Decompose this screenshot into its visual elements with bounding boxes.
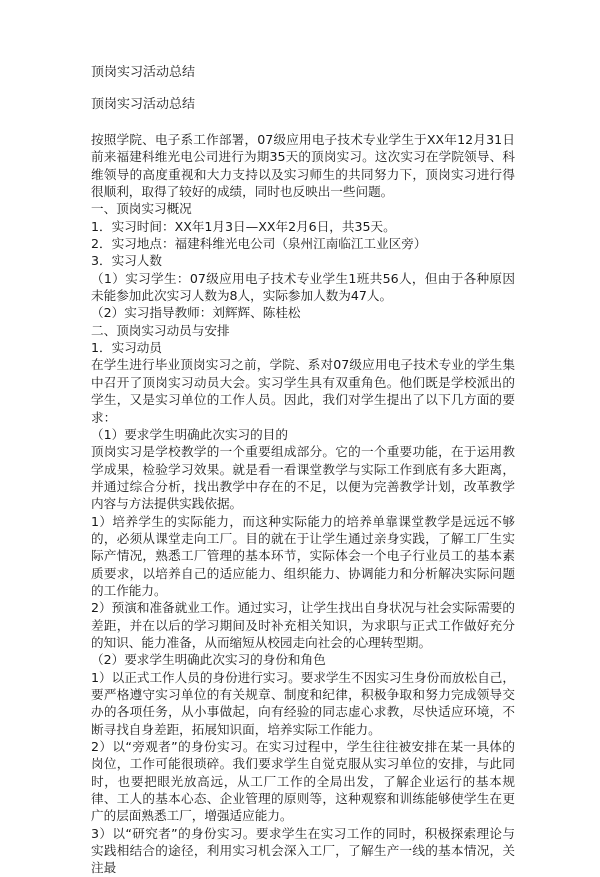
purpose-paragraph: 顶岗实习是学校教学的一个重要组成部分。它的一个重要功能，在于运用教学成果，检验学习效果。就是看一看课堂教学与实际工作到底有多大距离，并通过综合分析，找出教学中存在的不足，以便为完善教学计划，改革教学内容与方法提供实践依据。 <box>91 444 515 512</box>
mobilization-heading: 1．实习动员 <box>91 340 162 356</box>
document-body <box>91 131 515 877</box>
document-content <box>91 64 515 877</box>
role-point-3: 3）以“研究者”的身份实习。要求学生在实习工作的同时，积极探索理论与实践相结合的途径，利用实习机会深入工厂，了解生产一线的基本情况，关注最 <box>91 825 515 876</box>
role-heading: （2）要求学生明确此次实习的身份和角色 <box>91 652 326 668</box>
internship-headcount-heading: 3．实习人数 <box>91 253 162 269</box>
role-point-1: 1）以正式工作人员的身份进行实习。要求学生不因实习生身份而放松自己，要严格遵守实习单位的有关规章、制度和纪律，积极争取和努力完成领导交办的各项任务，从小事做起，向有经验的同志虚心求教，尽快适应环境，不断寻找自身差距，拓展知识面，培养实际工作能力。 <box>91 669 515 737</box>
internship-time: 1．实习时间：XX年1月3日—XX年2月6日，共35天。 <box>91 218 396 234</box>
internship-teachers: （2）实习指导教师：刘辉辉、陈桂松 <box>91 305 301 321</box>
role-point-2: 2）以“旁观者”的身份实习。在实习过程中，学生往往被安排在某一具体的岗位，工作可能很琐碎。我们要求学生自觉克服从实习单位的安排，与此同时，也要把眼光放高远，从工厂工作的全局出发，了解企业运行的基本规律、工人的基本心态、企业管理的原则等，这种观察和训练能够使学生在更广的层面熟悉工厂，增强适应能力。 <box>91 739 515 824</box>
purpose-heading: （1）要求学生明确此次实习的目的 <box>91 426 288 442</box>
purpose-point-1: 1）培养学生的实际能力，而这种实际能力的培养单靠课堂教学是远远不够的，必须从课堂走向工厂。目的就在于让学生通过亲身实践，了解工厂生实际产情况，熟悉工厂管理的基本环节，实际体会一个电子行业员工的基本素质要求，以培养自己的适应能力、组织能力、协调能力和分析解决实际问题的工作能力。 <box>91 513 515 598</box>
document-title: 顶岗实习活动总结 <box>91 65 196 80</box>
section-heading-mobilization: 二、顶岗实习动员与安排 <box>91 322 230 338</box>
intro-paragraph: 按照学院、电子系工作部署，07级应用电子技术专业学生于XX年12月31日前来福建科维光电公司进行为期35天的顶岗实习。这次实习在学院领导、科维领导的高度重视和大力支持以及实习师生的共同努力下，顶岗实习进行得很顺利，取得了较好的成绩，同时也反映出一些问题。 <box>91 132 515 200</box>
mobilization-paragraph: 在学生进行毕业顶岗实习之前，学院、系对07级应用电子技术专业的学生集中召开了顶岗实习动员大会。实习学生具有双重角色。他们既是学校派出的学生，又是实习单位的工作人员。因此，我们对学生提出了以下几方面的要求： <box>91 357 515 425</box>
internship-location: 2．实习地点：福建科维光电公司（泉州江南临江工业区旁） <box>91 236 427 252</box>
purpose-point-2: 2）预演和准备就业工作。通过实习，让学生找出自身状况与社会实际需要的差距，并在以后的学习期间及时补充相关知识，为求职与正式工作做好充分的知识、能力准备，从而缩短从校园走向社会的心理转型期。 <box>91 600 515 650</box>
section-heading-overview: 一、顶岗实习概况 <box>91 201 192 217</box>
document-subtitle: 顶岗实习活动总结 <box>91 97 196 112</box>
internship-students: （1）实习学生：07级应用电子技术专业学生1班共56人，但由于各种原因未能参加此次实习人数为8人，实际参加人数为47人。 <box>91 270 515 304</box>
